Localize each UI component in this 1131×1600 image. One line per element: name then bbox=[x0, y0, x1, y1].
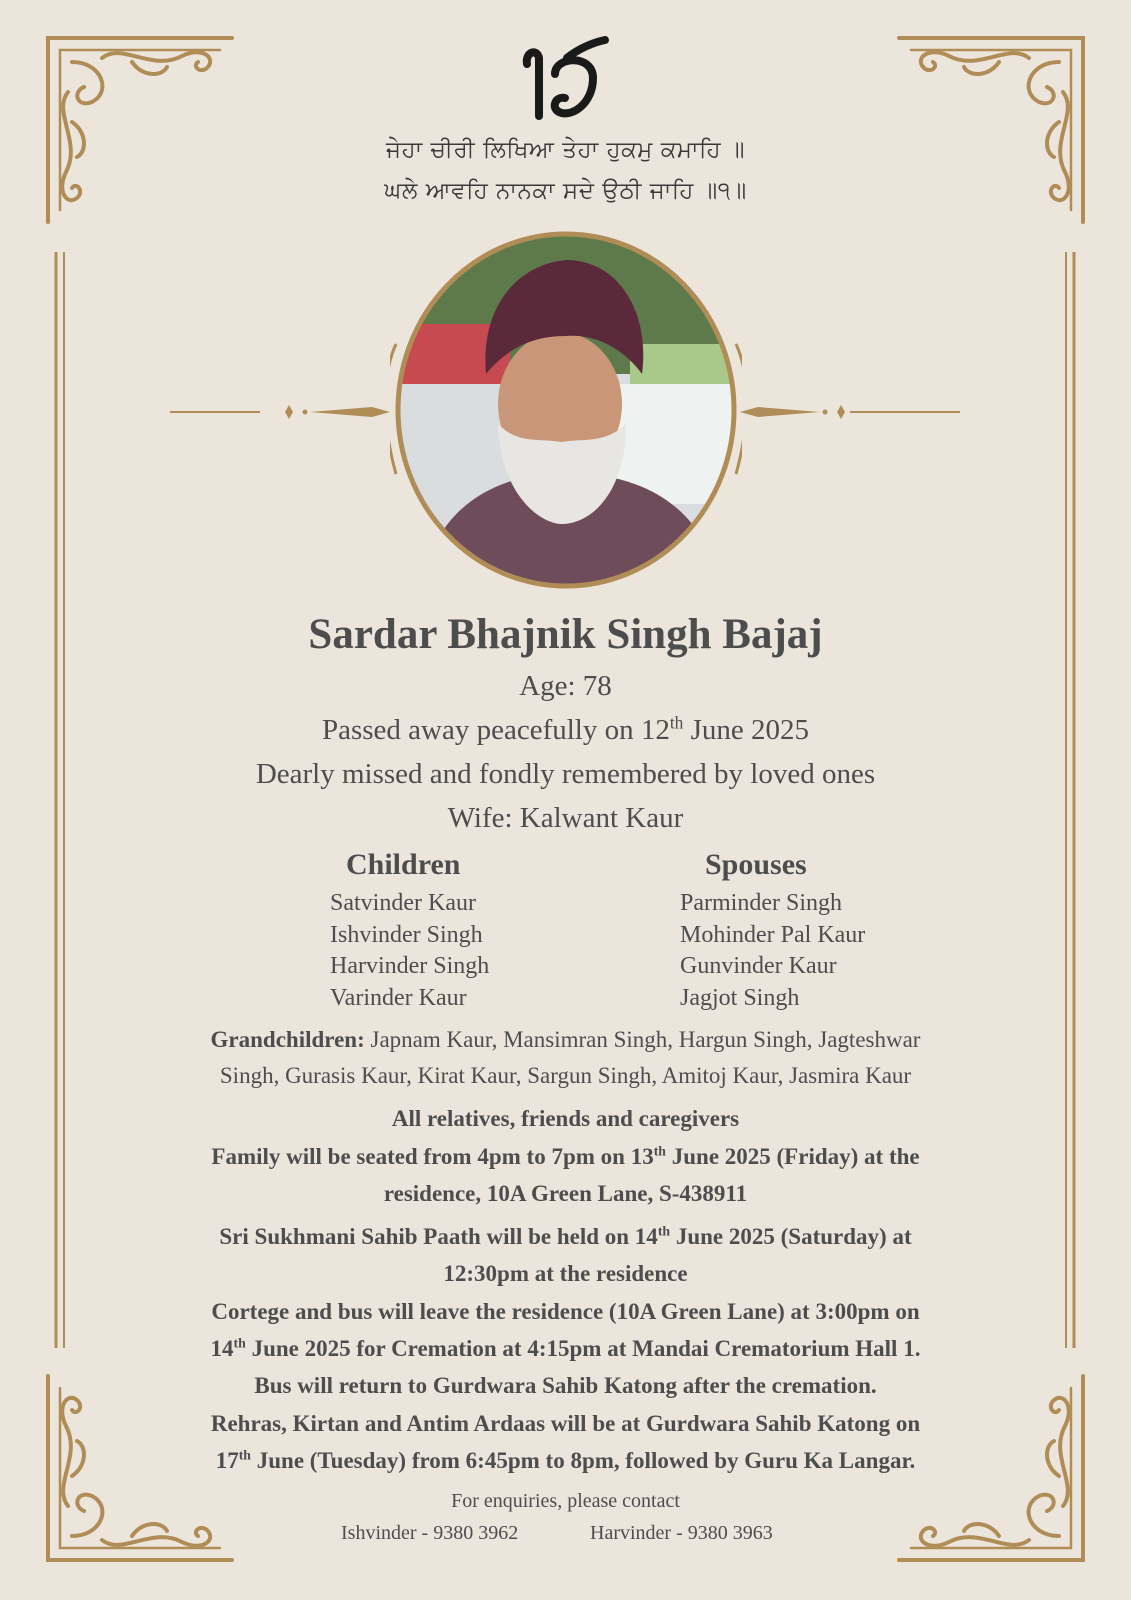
spouse-item: Parminder Singh bbox=[680, 890, 842, 916]
gurbani-line-2: ਘਲੇ ਆਵਹਿ ਨਾਨਕਾ ਸਦੇ ਉਠੀ ਜਾਹਿ ॥੧॥ bbox=[384, 178, 747, 204]
rehras-line-1: Rehras, Kirtan and Antim Ardaas will be at Gurdwara Sahib Katong on bbox=[210, 1411, 921, 1436]
spouses-heading: Spouses bbox=[705, 848, 807, 881]
contact-harvinder: Harvinder - 9380 3963 bbox=[590, 1522, 773, 1544]
grandchildren-label: Grandchildren: bbox=[210, 1027, 365, 1052]
remembered-text: Dearly missed and fondly remembered by loved ones bbox=[255, 758, 876, 790]
seating-line-1: Family will be seated from 4pm to 7pm on 13th June 2025 (Friday) at the bbox=[211, 1143, 920, 1169]
cortege-line-1: Cortege and bus will leave the residence (10A Green Lane) at 3:00pm on bbox=[211, 1299, 920, 1324]
paath-line-2: 12:30pm at the residence bbox=[443, 1261, 688, 1286]
wife-text: Wife: Kalwant Kaur bbox=[447, 802, 684, 834]
children-heading: Children bbox=[346, 848, 461, 881]
portrait-frame bbox=[390, 224, 742, 598]
gurbani-line-1: ਜੇਹਾ ਚੀਰੀ ਲਿਖਿਆ ਤੇਹਾ ਹੁਕਮੁ ਕਮਾਹਿ ॥ bbox=[386, 137, 745, 163]
child-item: Satvinder Kaur bbox=[330, 890, 476, 916]
child-item: Varinder Kaur bbox=[330, 984, 467, 1011]
relatives-text: All relatives, friends and caregivers bbox=[391, 1106, 740, 1131]
contact-heading: For enquiries, please contact bbox=[451, 1490, 680, 1512]
passed-away-text: Passed away peacefully on 12th June 2025 bbox=[321, 712, 810, 746]
cortege-line-2: 14th June 2025 for Cremation at 4:15pm at Mandai Crematorium Hall 1. bbox=[210, 1335, 921, 1361]
age-text: Age: 78 bbox=[519, 670, 612, 702]
paath-line-1: Sri Sukhmani Sahib Paath will be held on 14th June 2025 (Saturday) at bbox=[219, 1223, 912, 1249]
spouses-list bbox=[680, 888, 865, 1014]
cortege-line-3: Bus will return to Gurdwara Sahib Katong after the cremation. bbox=[254, 1373, 877, 1398]
spouse-item: Gunvinder Kaur bbox=[680, 953, 837, 979]
deceased-name: Sardar Bhajnik Singh Bajaj bbox=[308, 611, 823, 658]
children-list bbox=[330, 888, 489, 1014]
spouse-item: Jagjot Singh bbox=[680, 984, 800, 1011]
seating-line-2: residence, 10A Green Lane, S-438911 bbox=[383, 1181, 748, 1206]
contact-ishvinder: Ishvinder - 9380 3962 bbox=[341, 1522, 519, 1544]
rehras-line-2: 17th June (Tuesday) from 6:45pm to 8pm, followed by Guru Ka Langar. bbox=[215, 1447, 916, 1473]
child-item: Ishvinder Singh bbox=[330, 921, 483, 948]
child-item: Harvinder Singh bbox=[330, 953, 490, 979]
ik-onkar-icon bbox=[515, 34, 615, 126]
grandchildren-line-2: Singh, Gurasis Kaur, Kirat Kaur, Sargun Singh, Amitoj Kaur, Jasmira Kaur bbox=[219, 1063, 912, 1088]
spouse-item: Mohinder Pal Kaur bbox=[680, 921, 866, 948]
grandchildren-line-1: Grandchildren: Japnam Kaur, Mansimran Singh, Hargun Singh, Jagteshwar bbox=[210, 1027, 921, 1052]
